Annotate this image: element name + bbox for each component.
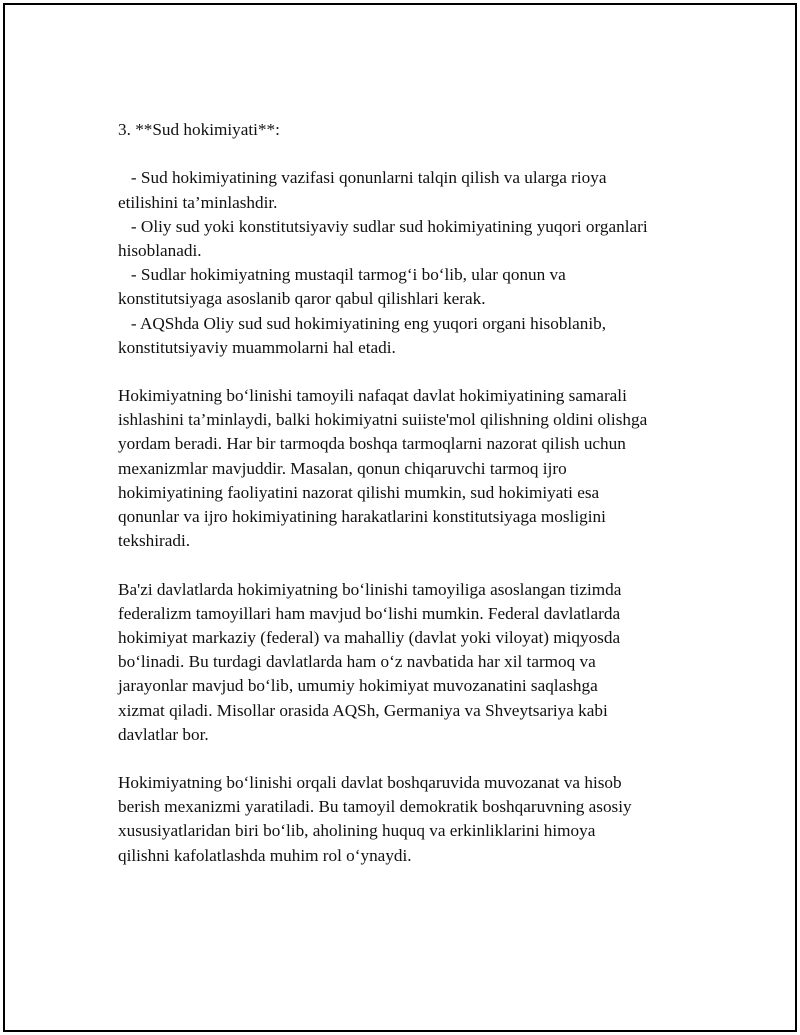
paragraph-line: Hokimiyatning bo‘linishi tamoyili nafaqat davlat hokimiyatining samarali: [118, 386, 627, 406]
paragraph-line: bo‘linadi. Bu turdagi davlatlarda ham o‘z navbatida har xil tarmoq va: [118, 652, 596, 672]
spacer: [118, 360, 698, 384]
section-heading: 3. **Sud hokimiyati**:: [118, 120, 280, 139]
document-body: [118, 118, 698, 868]
paragraph-line: tekshiradi.: [118, 531, 191, 551]
paragraph-line: ishlashini ta’minlaydi, balki hokimiyatni suiiste'mol qilishning oldini olishga: [118, 410, 648, 430]
paragraph: [118, 771, 698, 868]
paragraph-line: hokimiyatining faoliyatini nazorat qilishi mumkin, sud hokimiyati esa: [118, 482, 600, 502]
paragraph-line: qilishni kafolatlashda muhim rol o‘ynaydi.: [118, 845, 412, 865]
paragraph: [118, 384, 698, 553]
bullet-text-line: etilishini ta’minlashdir.: [118, 192, 278, 212]
paragraph-line: xizmat qiladi. Misollar orasida AQSh, Germaniya va Shveytsariya kabi: [118, 700, 608, 720]
paragraph-line: mexanizmlar mavjuddir. Masalan, qonun chiqaruvchi tarmoq ijro: [118, 458, 567, 478]
paragraph-line: jarayonlar mavjud bo‘lib, umumiy hokimiyat muvozanatini saqlashga: [118, 676, 598, 696]
paragraph-line: Ba'zi davlatlarda hokimiyatning bo‘linishi tamoyiliga asoslangan tizimda: [118, 579, 622, 599]
bullet-item: [118, 215, 698, 263]
paragraph-line: federalizm tamoyillari ham mavjud bo‘lishi mumkin. Federal davlatlarda: [118, 603, 621, 623]
paragraph-line: hokimiyat markaziy (federal) va mahalliy (davlat yoki viloyat) miqyosda: [118, 627, 621, 647]
bullet-list: [118, 166, 698, 360]
spacer: [118, 553, 698, 577]
bullet-text-line: konstitutsiyaviy muammolarni hal etadi.: [118, 337, 396, 357]
bullet-text-line: - Sudlar hokimiyatning mustaqil tarmog‘i bo‘lib, ular qonun va: [118, 265, 566, 285]
paragraph-line: berish mexanizmi yaratiladi. Bu tamoyil demokratik boshqaruvning asosiy: [118, 797, 632, 817]
paragraph-line: qonunlar va ijro hokimiyatining harakatlarini konstitutsiyaga mosligini: [118, 507, 606, 526]
spacer: [118, 142, 698, 166]
paragraph: [118, 578, 698, 747]
paragraph-line: Hokimiyatning bo‘linishi orqali davlat boshqaruvida muvozanat va hisob: [118, 773, 622, 793]
bullet-text-line: - Sud hokimiyatining vazifasi qonunlarni talqin qilish va ularga rioya: [118, 168, 607, 188]
paragraph-line: xususiyatlaridan biri bo‘lib, aholining huquq va erkinliklarini himoya: [118, 821, 596, 841]
paragraph-line: davlatlar bor.: [118, 724, 209, 744]
spacer: [118, 747, 698, 771]
bullet-text-line: - Oliy sud yoki konstitutsiyaviy sudlar sud hokimiyatining yuqori organlari: [118, 216, 648, 236]
bullet-text-line: hisoblanadi.: [118, 240, 202, 260]
bullet-text-line: konstitutsiyaga asoslanib qaror qabul qilishlari kerak.: [118, 289, 486, 309]
bullet-item: [118, 312, 698, 360]
bullet-item: [118, 166, 698, 214]
bullet-text-line: - AQShda Oliy sud sud hokimiyatining eng yuqori organi hisoblanib,: [118, 313, 607, 333]
bullet-item: [118, 263, 698, 311]
paragraph-line: yordam beradi. Har bir tarmoqda boshqa tarmoqlarni nazorat qilish uchun: [118, 434, 626, 454]
